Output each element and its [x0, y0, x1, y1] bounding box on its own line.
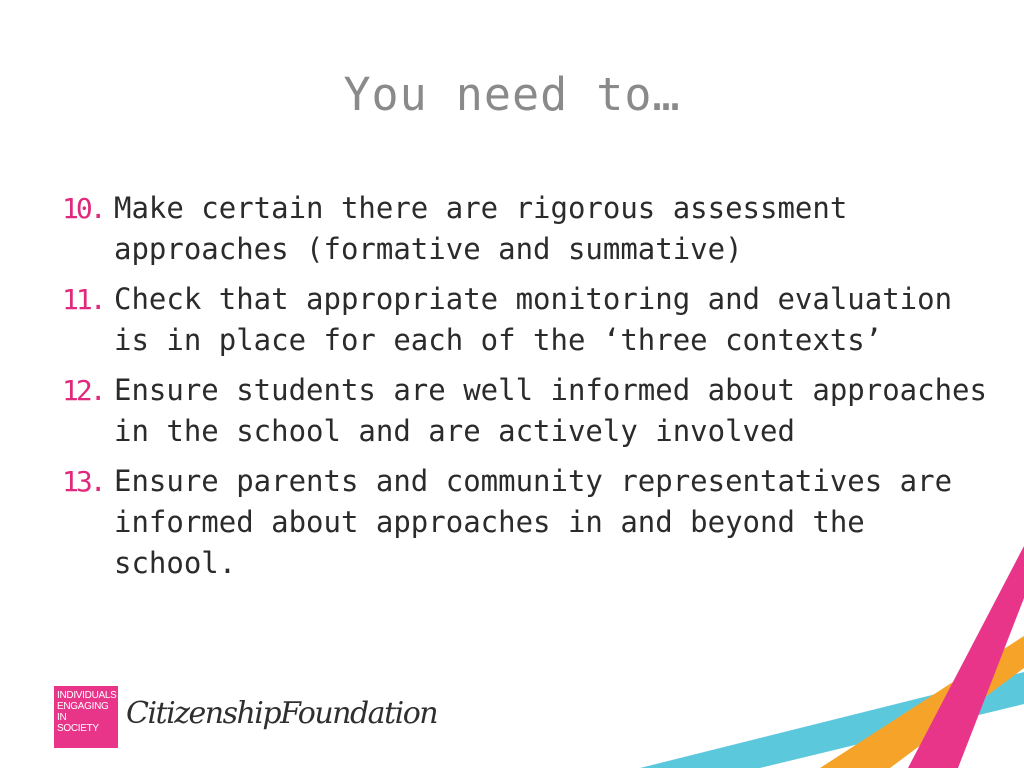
item-number: 13. [62, 465, 104, 498]
logo-line: ENGAGING IN [57, 701, 109, 723]
logo-line: SOCIETY [57, 723, 99, 734]
action-list [62, 188, 992, 593]
list-item [62, 188, 992, 270]
list-item [62, 370, 992, 452]
list-item [62, 461, 992, 584]
citizenship-foundation-logo: CitizenshipFoundation [126, 696, 438, 731]
slide-title: You need to… [343, 68, 681, 121]
list-item [62, 279, 992, 361]
item-text: Ensure students are well informed about approaches in the school and are actively involved [114, 373, 987, 448]
item-text: Ensure parents and community representatives are informed about approaches in and beyond the school. [114, 464, 953, 580]
item-number: 11. [62, 283, 104, 316]
ies-logo [54, 686, 118, 748]
item-text: Check that appropriate monitoring and evaluation is in place for each of the ‘three contexts’ [114, 282, 953, 357]
item-number: 10. [62, 192, 104, 225]
item-text: Make certain there are rigorous assessment approaches (formative and summative) [114, 191, 848, 266]
item-number: 12. [62, 374, 104, 407]
logo-line: INDIVIDUALS [57, 690, 117, 701]
